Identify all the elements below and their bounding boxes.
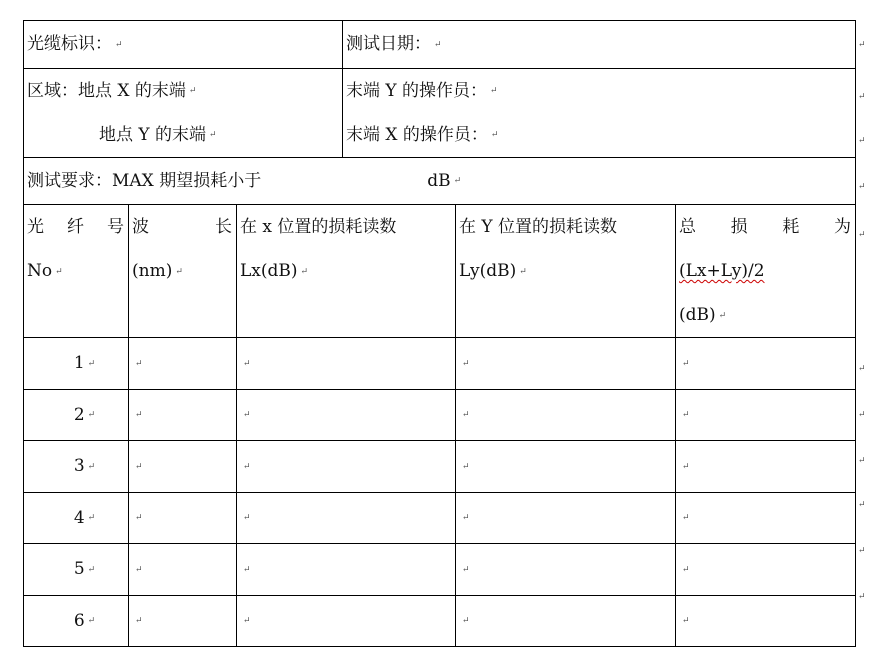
paragraph-mark-icon: ↵ bbox=[243, 513, 251, 523]
paragraph-mark-icon: ↵ bbox=[243, 410, 251, 420]
paragraph-mark-icon: ↵ bbox=[243, 461, 251, 472]
paragraph-mark-icon: ↵ bbox=[490, 86, 498, 96]
test-date-label: 测试日期： bbox=[346, 34, 431, 54]
loss-y-cell[interactable] bbox=[456, 492, 676, 544]
paragraph-mark-icon: ↵ bbox=[135, 461, 143, 472]
row-end-mark-icon: ↵ bbox=[858, 40, 866, 50]
wavelength-cell[interactable] bbox=[129, 338, 237, 390]
paragraph-mark-icon: ↵ bbox=[243, 616, 251, 626]
paragraph-mark-icon: ↵ bbox=[462, 410, 470, 420]
paragraph-mark-icon: ↵ bbox=[462, 564, 470, 575]
total-loss-cell[interactable] bbox=[676, 389, 856, 441]
total-loss-cell[interactable] bbox=[676, 441, 856, 493]
paragraph-mark-icon: ↵ bbox=[87, 564, 96, 575]
paragraph-mark-icon: ↵ bbox=[87, 461, 96, 472]
end-x-text: 地点 X 的末端 bbox=[78, 80, 186, 101]
paragraph-mark-icon: ↵ bbox=[718, 310, 727, 321]
total-loss-cell[interactable] bbox=[676, 338, 856, 390]
loss-x-cell[interactable] bbox=[237, 441, 456, 493]
row-end-mark-icon: ↵ bbox=[858, 592, 866, 602]
row-end-mark-icon: ↵ bbox=[858, 182, 866, 192]
loss-x-cell[interactable] bbox=[237, 544, 456, 596]
total-loss-header bbox=[676, 205, 856, 338]
fiber-number-cell[interactable]: 4 ↵ bbox=[24, 492, 129, 544]
paragraph-mark-icon: ↵ bbox=[682, 564, 690, 575]
fiber-loss-test-form bbox=[23, 20, 856, 647]
paragraph-mark-icon: ↵ bbox=[135, 358, 143, 369]
loss-y-cell[interactable] bbox=[456, 441, 676, 493]
paragraph-mark-icon: ↵ bbox=[519, 266, 527, 277]
row-end-mark-icon: ↵ bbox=[858, 456, 866, 466]
total-loss-cell[interactable] bbox=[676, 492, 856, 544]
paragraph-mark-icon: ↵ bbox=[682, 616, 690, 626]
table-row bbox=[24, 492, 856, 544]
paragraph-mark-icon: ↵ bbox=[135, 616, 143, 626]
fiber-number-cell[interactable]: 1 ↵ bbox=[24, 338, 129, 390]
paragraph-mark-icon: ↵ bbox=[135, 410, 143, 420]
header-row bbox=[24, 21, 856, 69]
wavelength-title: 波 长 bbox=[132, 217, 232, 237]
total-loss-unit: (dB) bbox=[679, 305, 716, 325]
paragraph-mark-icon: ↵ bbox=[188, 86, 197, 96]
area-row bbox=[24, 68, 856, 157]
wavelength-cell[interactable] bbox=[129, 595, 237, 647]
operator-x-label: 末端 X 的操作员： bbox=[346, 124, 488, 145]
paragraph-mark-icon: ↵ bbox=[682, 358, 690, 369]
paragraph-mark-icon: ↵ bbox=[87, 513, 96, 523]
end-y-text: 地点 Y 的末端 bbox=[99, 124, 207, 145]
requirement-row bbox=[24, 157, 856, 205]
test-date-cell[interactable] bbox=[343, 21, 856, 69]
row-end-mark-icon: ↵ bbox=[858, 500, 866, 510]
requirement-unit: dB bbox=[427, 170, 451, 191]
fiber-no-header bbox=[24, 205, 129, 338]
row-end-mark-icon: ↵ bbox=[858, 136, 866, 146]
requirement-cell[interactable] bbox=[24, 157, 856, 205]
wavelength-header bbox=[129, 205, 237, 338]
paragraph-mark-icon: ↵ bbox=[115, 39, 123, 50]
table-row bbox=[24, 544, 856, 596]
loss-x-cell[interactable] bbox=[237, 389, 456, 441]
fiber-number-cell[interactable]: 2 ↵ bbox=[24, 389, 129, 441]
paragraph-mark-icon: ↵ bbox=[135, 564, 143, 575]
fiber-no-subtitle: No bbox=[27, 261, 53, 281]
paragraph-mark-icon: ↵ bbox=[682, 461, 690, 472]
paragraph-mark-icon: ↵ bbox=[55, 266, 63, 277]
paragraph-mark-icon: ↵ bbox=[243, 358, 251, 369]
loss-x-cell[interactable] bbox=[237, 595, 456, 647]
wavelength-cell[interactable] bbox=[129, 544, 237, 596]
area-cell[interactable] bbox=[24, 68, 343, 157]
paragraph-mark-icon: ↵ bbox=[87, 358, 96, 369]
paragraph-mark-icon: ↵ bbox=[135, 513, 143, 523]
paragraph-mark-icon: ↵ bbox=[462, 461, 470, 472]
loss-y-cell[interactable] bbox=[456, 389, 676, 441]
loss-x-subtitle: Lx(dB) bbox=[240, 261, 298, 281]
paragraph-mark-icon: ↵ bbox=[462, 358, 470, 369]
loss-y-cell[interactable] bbox=[456, 544, 676, 596]
paragraph-mark-icon: ↵ bbox=[243, 564, 251, 575]
total-loss-cell[interactable] bbox=[676, 595, 856, 647]
column-header-row bbox=[24, 205, 856, 338]
table-row bbox=[24, 595, 856, 647]
loss-x-header bbox=[237, 205, 456, 338]
operators-cell[interactable] bbox=[343, 68, 856, 157]
wavelength-cell[interactable] bbox=[129, 389, 237, 441]
paragraph-mark-icon: ↵ bbox=[434, 39, 442, 50]
loss-y-subtitle: Ly(dB) bbox=[459, 261, 517, 281]
paragraph-mark-icon: ↵ bbox=[490, 130, 499, 140]
loss-y-header bbox=[456, 205, 676, 338]
total-loss-title: 总 损 耗 为 bbox=[679, 217, 851, 237]
paragraph-mark-icon: ↵ bbox=[87, 410, 96, 420]
table-row bbox=[24, 441, 856, 493]
wavelength-subtitle: (nm) bbox=[132, 261, 173, 281]
fiber-number-cell[interactable]: 6 ↵ bbox=[24, 595, 129, 647]
paragraph-mark-icon: ↵ bbox=[300, 266, 309, 277]
paragraph-mark-icon: ↵ bbox=[462, 513, 470, 523]
total-loss-formula: (Lx+Ly)/2 bbox=[679, 261, 765, 281]
paragraph-mark-icon: ↵ bbox=[175, 266, 183, 277]
area-label: 区域： bbox=[27, 80, 78, 101]
row-end-mark-icon: ↵ bbox=[858, 92, 866, 102]
loss-x-cell[interactable] bbox=[237, 492, 456, 544]
paragraph-mark-icon: ↵ bbox=[453, 176, 462, 186]
row-end-mark-icon: ↵ bbox=[858, 546, 866, 556]
paragraph-mark-icon: ↵ bbox=[87, 616, 96, 626]
total-loss-cell[interactable] bbox=[676, 544, 856, 596]
loss-y-cell[interactable] bbox=[456, 595, 676, 647]
cable-id-cell[interactable] bbox=[24, 21, 343, 69]
row-end-mark-icon: ↵ bbox=[858, 410, 866, 420]
operator-y-label: 末端 Y 的操作员： bbox=[346, 80, 488, 101]
table-row bbox=[24, 389, 856, 441]
row-end-mark-icon: ↵ bbox=[858, 230, 866, 240]
fiber-number-cell[interactable]: 5 ↵ bbox=[24, 544, 129, 596]
fiber-no-title: 光 纤 号 bbox=[27, 217, 124, 237]
paragraph-mark-icon: ↵ bbox=[462, 616, 470, 626]
row-end-mark-icon: ↵ bbox=[858, 364, 866, 374]
loss-y-title: 在 Y 位置的损耗读数 bbox=[459, 217, 618, 237]
requirement-label: 测试要求：MAX 期望损耗小于 bbox=[27, 170, 262, 191]
loss-x-cell[interactable] bbox=[237, 338, 456, 390]
wavelength-cell[interactable] bbox=[129, 441, 237, 493]
paragraph-mark-icon: ↵ bbox=[682, 513, 690, 523]
loss-y-cell[interactable] bbox=[456, 338, 676, 390]
table-row bbox=[24, 338, 856, 390]
paragraph-mark-icon: ↵ bbox=[682, 410, 690, 420]
cable-id-label: 光缆标识： bbox=[27, 34, 112, 54]
paragraph-mark-icon: ↵ bbox=[209, 130, 217, 140]
fiber-number-cell[interactable]: 3 ↵ bbox=[24, 441, 129, 493]
loss-x-title: 在 x 位置的损耗读数 bbox=[240, 217, 397, 237]
wavelength-cell[interactable] bbox=[129, 492, 237, 544]
